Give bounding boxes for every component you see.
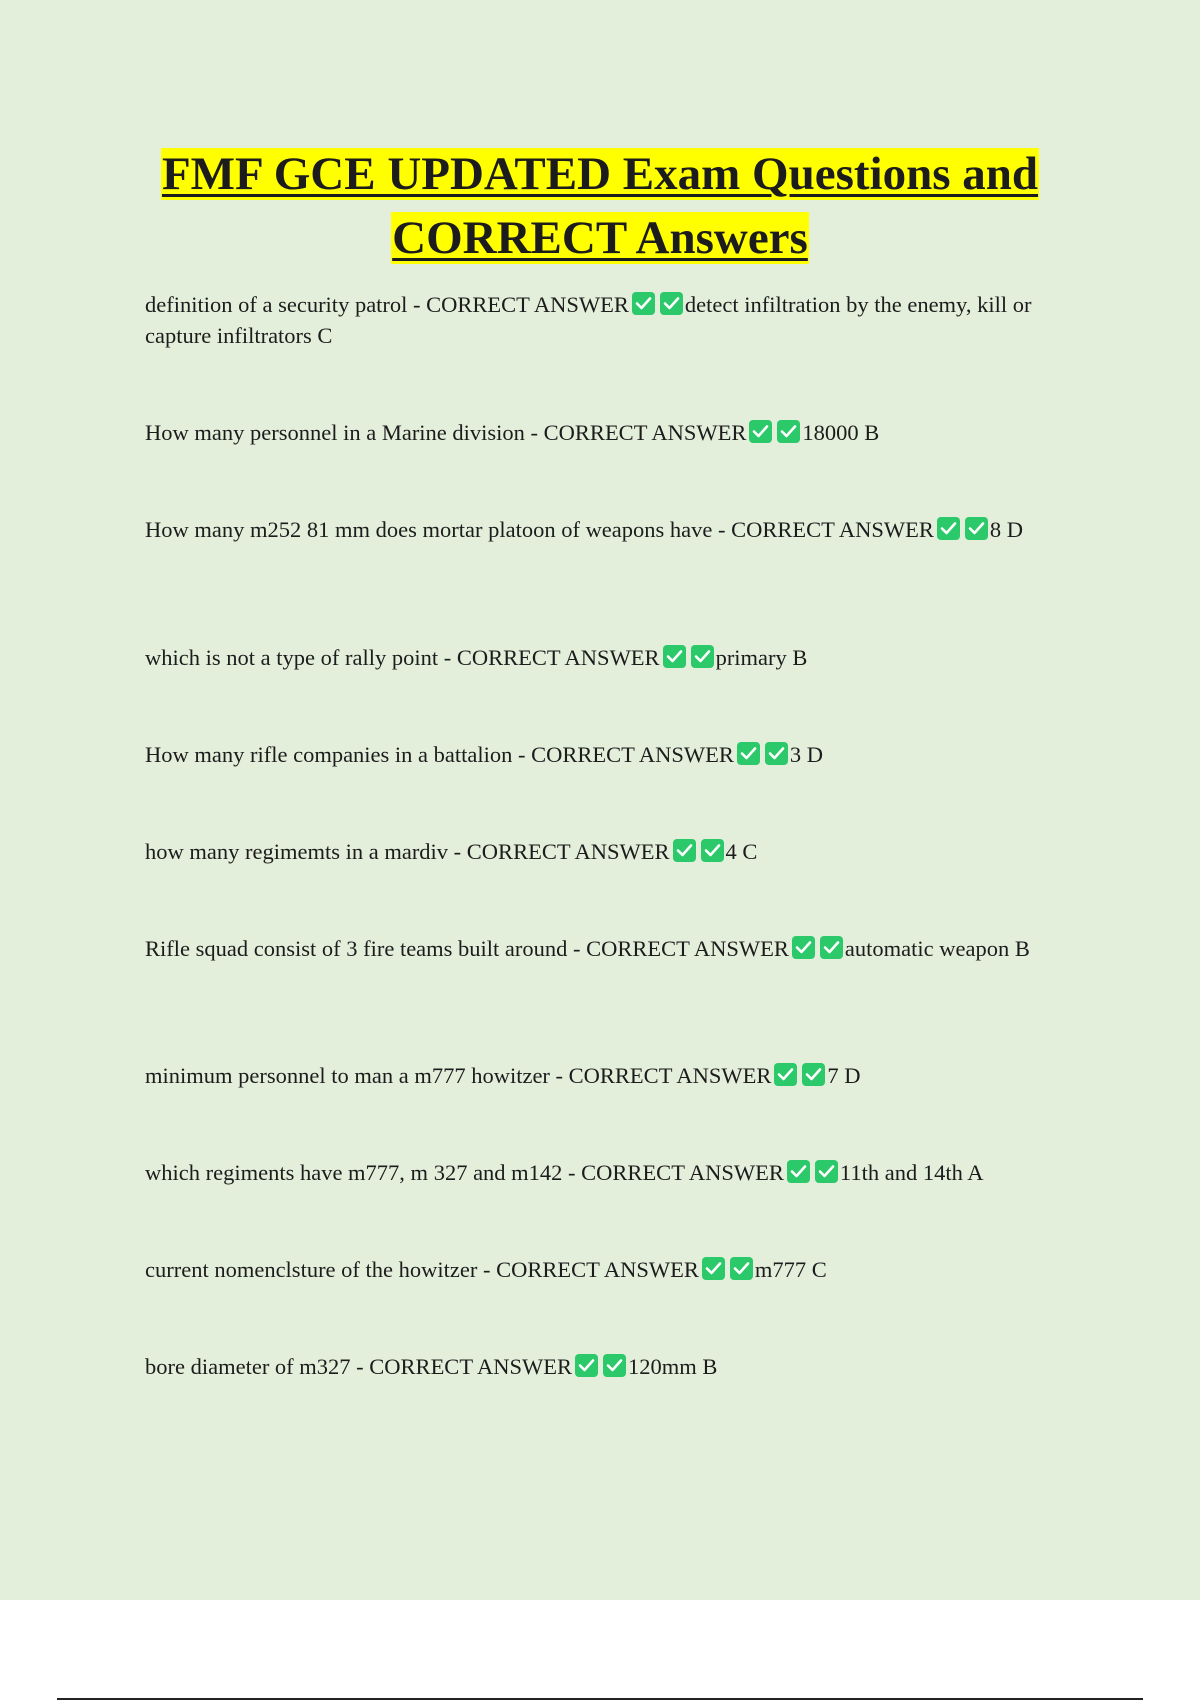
question-text: how many regimemts in a mardiv - CORRECT ANSWER [145,839,670,864]
answer-text: primary B [715,645,808,670]
checkmark-icon [701,839,724,862]
checkmark-icon [737,742,760,765]
question-text: minimum personnel to man a m777 howitzer - CORRECT ANSWER [145,1063,772,1088]
checkmark-icon [660,292,683,315]
answer-text: 18000 B [802,420,880,445]
qa-item [145,739,1085,770]
checkmark-icon [787,1160,810,1183]
answer-text: m777 C [754,1257,827,1282]
checkmark-icon [765,742,788,765]
qa-item [145,933,1085,964]
checkmark-icon [730,1257,753,1280]
question-text: Rifle squad consist of 3 fire teams built around - CORRECT ANSWER [145,936,789,961]
checkmark-icon [802,1063,825,1086]
checkmark-icon [603,1354,626,1377]
question-text: How many m252 81 mm does mortar platoon of weapons have - CORRECT ANSWER [145,517,934,542]
checkmark-icon [965,517,988,540]
document-title [100,142,1100,270]
qa-item [145,417,1085,448]
checkmark-icon [774,1063,797,1086]
question-text: How many rifle companies in a battalion - CORRECT ANSWER [145,742,734,767]
answer-text: detect infiltration by the enemy, kill or capture infiltrators C [145,292,1032,348]
qa-item [145,836,1085,867]
answer-text: automatic weapon B [844,936,1030,961]
checkmark-icon [663,645,686,668]
qa-item [145,1060,1085,1091]
qa-item [145,642,1085,673]
checkmark-icon [792,936,815,959]
checkmark-icon [815,1160,838,1183]
qa-item [145,1351,1085,1382]
question-text: which is not a type of rally point - CORRECT ANSWER [145,645,660,670]
title-line-1: FMF GCE UPDATED Exam Questions and [161,148,1039,200]
checkmark-icon [777,420,800,443]
checkmark-icon [702,1257,725,1280]
checkmark-icon [575,1354,598,1377]
checkmark-icon [749,420,772,443]
qa-item [145,1157,1085,1188]
qa-item [145,1254,1085,1285]
question-text: bore diameter of m327 - CORRECT ANSWER [145,1354,573,1379]
answer-text: 8 D [989,517,1023,542]
answer-text: 7 D [827,1063,861,1088]
answer-text: 4 C [725,839,758,864]
question-text: current nomenclsture of the howitzer - CORRECT ANSWER [145,1257,699,1282]
title-line-2: CORRECT Answers [392,212,808,264]
question-text: which regiments have m777, m 327 and m142 - CORRECT ANSWER [145,1160,784,1185]
checkmark-icon [673,839,696,862]
qa-item [145,514,1085,545]
answer-text: 120mm B [628,1354,718,1379]
question-text: How many personnel in a Marine division - CORRECT ANSWER [145,420,747,445]
answer-text: 11th and 14th A [839,1160,984,1185]
checkmark-icon [632,292,655,315]
checkmark-icon [820,936,843,959]
question-text: definition of a security patrol - CORRECT ANSWER [145,292,629,317]
checkmark-icon [691,645,714,668]
qa-item [145,289,1085,351]
checkmark-icon [937,517,960,540]
answer-text: 3 D [789,742,824,767]
